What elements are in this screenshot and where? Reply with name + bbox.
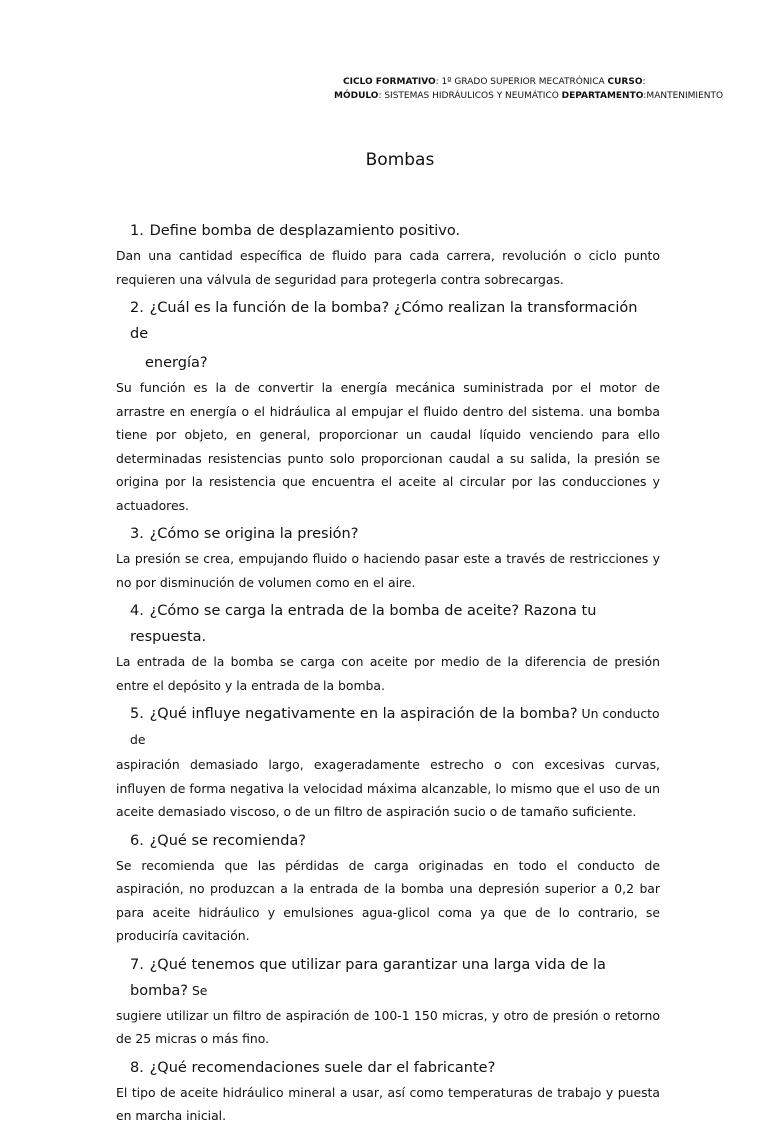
question-7: 7. ¿Qué tenemos que utilizar para garantizar una larga vida de la bomba? Se [130, 956, 606, 999]
header-line-1 [343, 76, 646, 89]
header-label-ciclo: CICLO FORMATIVO [343, 77, 436, 87]
header-label-departamento: DEPARTAMENTO [561, 91, 644, 101]
header-value-ciclo: : 1º GRADO SUPERIOR MECATRÓNICA [435, 77, 608, 87]
answer-2: Su función es la de convertir la energía mecánica suministrada por el motor de arrastre en energía o el hidráulica al empujar el fluido dentro del sistema. una bomba tiene por objeto, en general, proporcionar un caudal líquido venciendo para ello determinadas resistencias punto solo proporcionan caudal a su salida, la presión se origina por la resistencia que encuentra el aceite al circular por las conducciones y actuadores. [116, 380, 660, 513]
header-value-curso: : [642, 77, 646, 87]
answer-7: sugiere utilizar un filtro de aspiración de 100-1 150 micras, y otro de presión o retorno de 25 micras o más fino. [116, 1007, 660, 1046]
answer-5: aspiración demasiado largo, exageradamente estrecho o con excesivas curvas, influyen de forma negativa la velocidad máxima alcanzable, lo mismo que el uso de un aceite demasiado viscoso, o de un filtro de aspiración sucio o de tamaño suficiente. [116, 757, 660, 819]
question-1: 1. Define bomba de desplazamiento positivo. [130, 223, 461, 239]
question-8: 8. ¿Qué recomendaciones suele dar el fabricante? [130, 1059, 496, 1076]
answer-7-inline: Se [188, 982, 208, 998]
question-2: 2. ¿Cuál es la función de la bomba? ¿Cómo realizan la transformación de energía? [130, 300, 638, 371]
header-value-departamento: :MANTENIMIENTO [643, 91, 724, 101]
document-body [116, 218, 660, 1132]
question-5: 5. ¿Qué influye negativamente en la aspiración de la bomba? Un conducto de [130, 706, 660, 747]
header-label-modulo: MÓDULO [334, 91, 379, 101]
answer-1: Dan una cantidad específica de fluido para cada carrera, revolución o ciclo punto requieren una válvula de seguridad para protegerla contra sobrecargas. [116, 248, 660, 287]
document-title: Bombas [365, 150, 435, 170]
header-line-2 [334, 90, 723, 103]
question-3: 3. ¿Cómo se origina la presión? [130, 526, 359, 542]
question-6: 6. ¿Qué se recomienda? [130, 832, 306, 849]
question-4: 4. ¿Cómo se carga la entrada de la bomba de aceite? Razona tu respuesta. [130, 603, 597, 645]
header-label-curso: CURSO [607, 77, 643, 87]
answer-8: El tipo de aceite hidráulico mineral a usar, así como temperaturas de trabajo y puesta en marcha inicial. [116, 1084, 660, 1123]
header-value-modulo: : SISTEMAS HIDRÁULICOS Y NEUMÁTICO [378, 91, 562, 101]
answer-3: La presión se crea, empujando fluido o haciendo pasar este a través de restricciones y no por disminución de volumen como en el aire. [116, 551, 660, 590]
answer-6: Se recomienda que las pérdidas de carga originadas en todo el conducto de aspiración, no produzcan a la entrada de la bomba una depresión superior a 0,2 bar para aceite hidráulico y emulsiones agua-glicol coma ya que de lo contrario, se produciría cavitación. [116, 857, 660, 943]
answer-4: La entrada de la bomba se carga con aceite por medio de la diferencia de presión entre el depósito y la entrada de la bomba. [116, 654, 660, 693]
answer-5-inline: Un conducto de [130, 706, 660, 747]
